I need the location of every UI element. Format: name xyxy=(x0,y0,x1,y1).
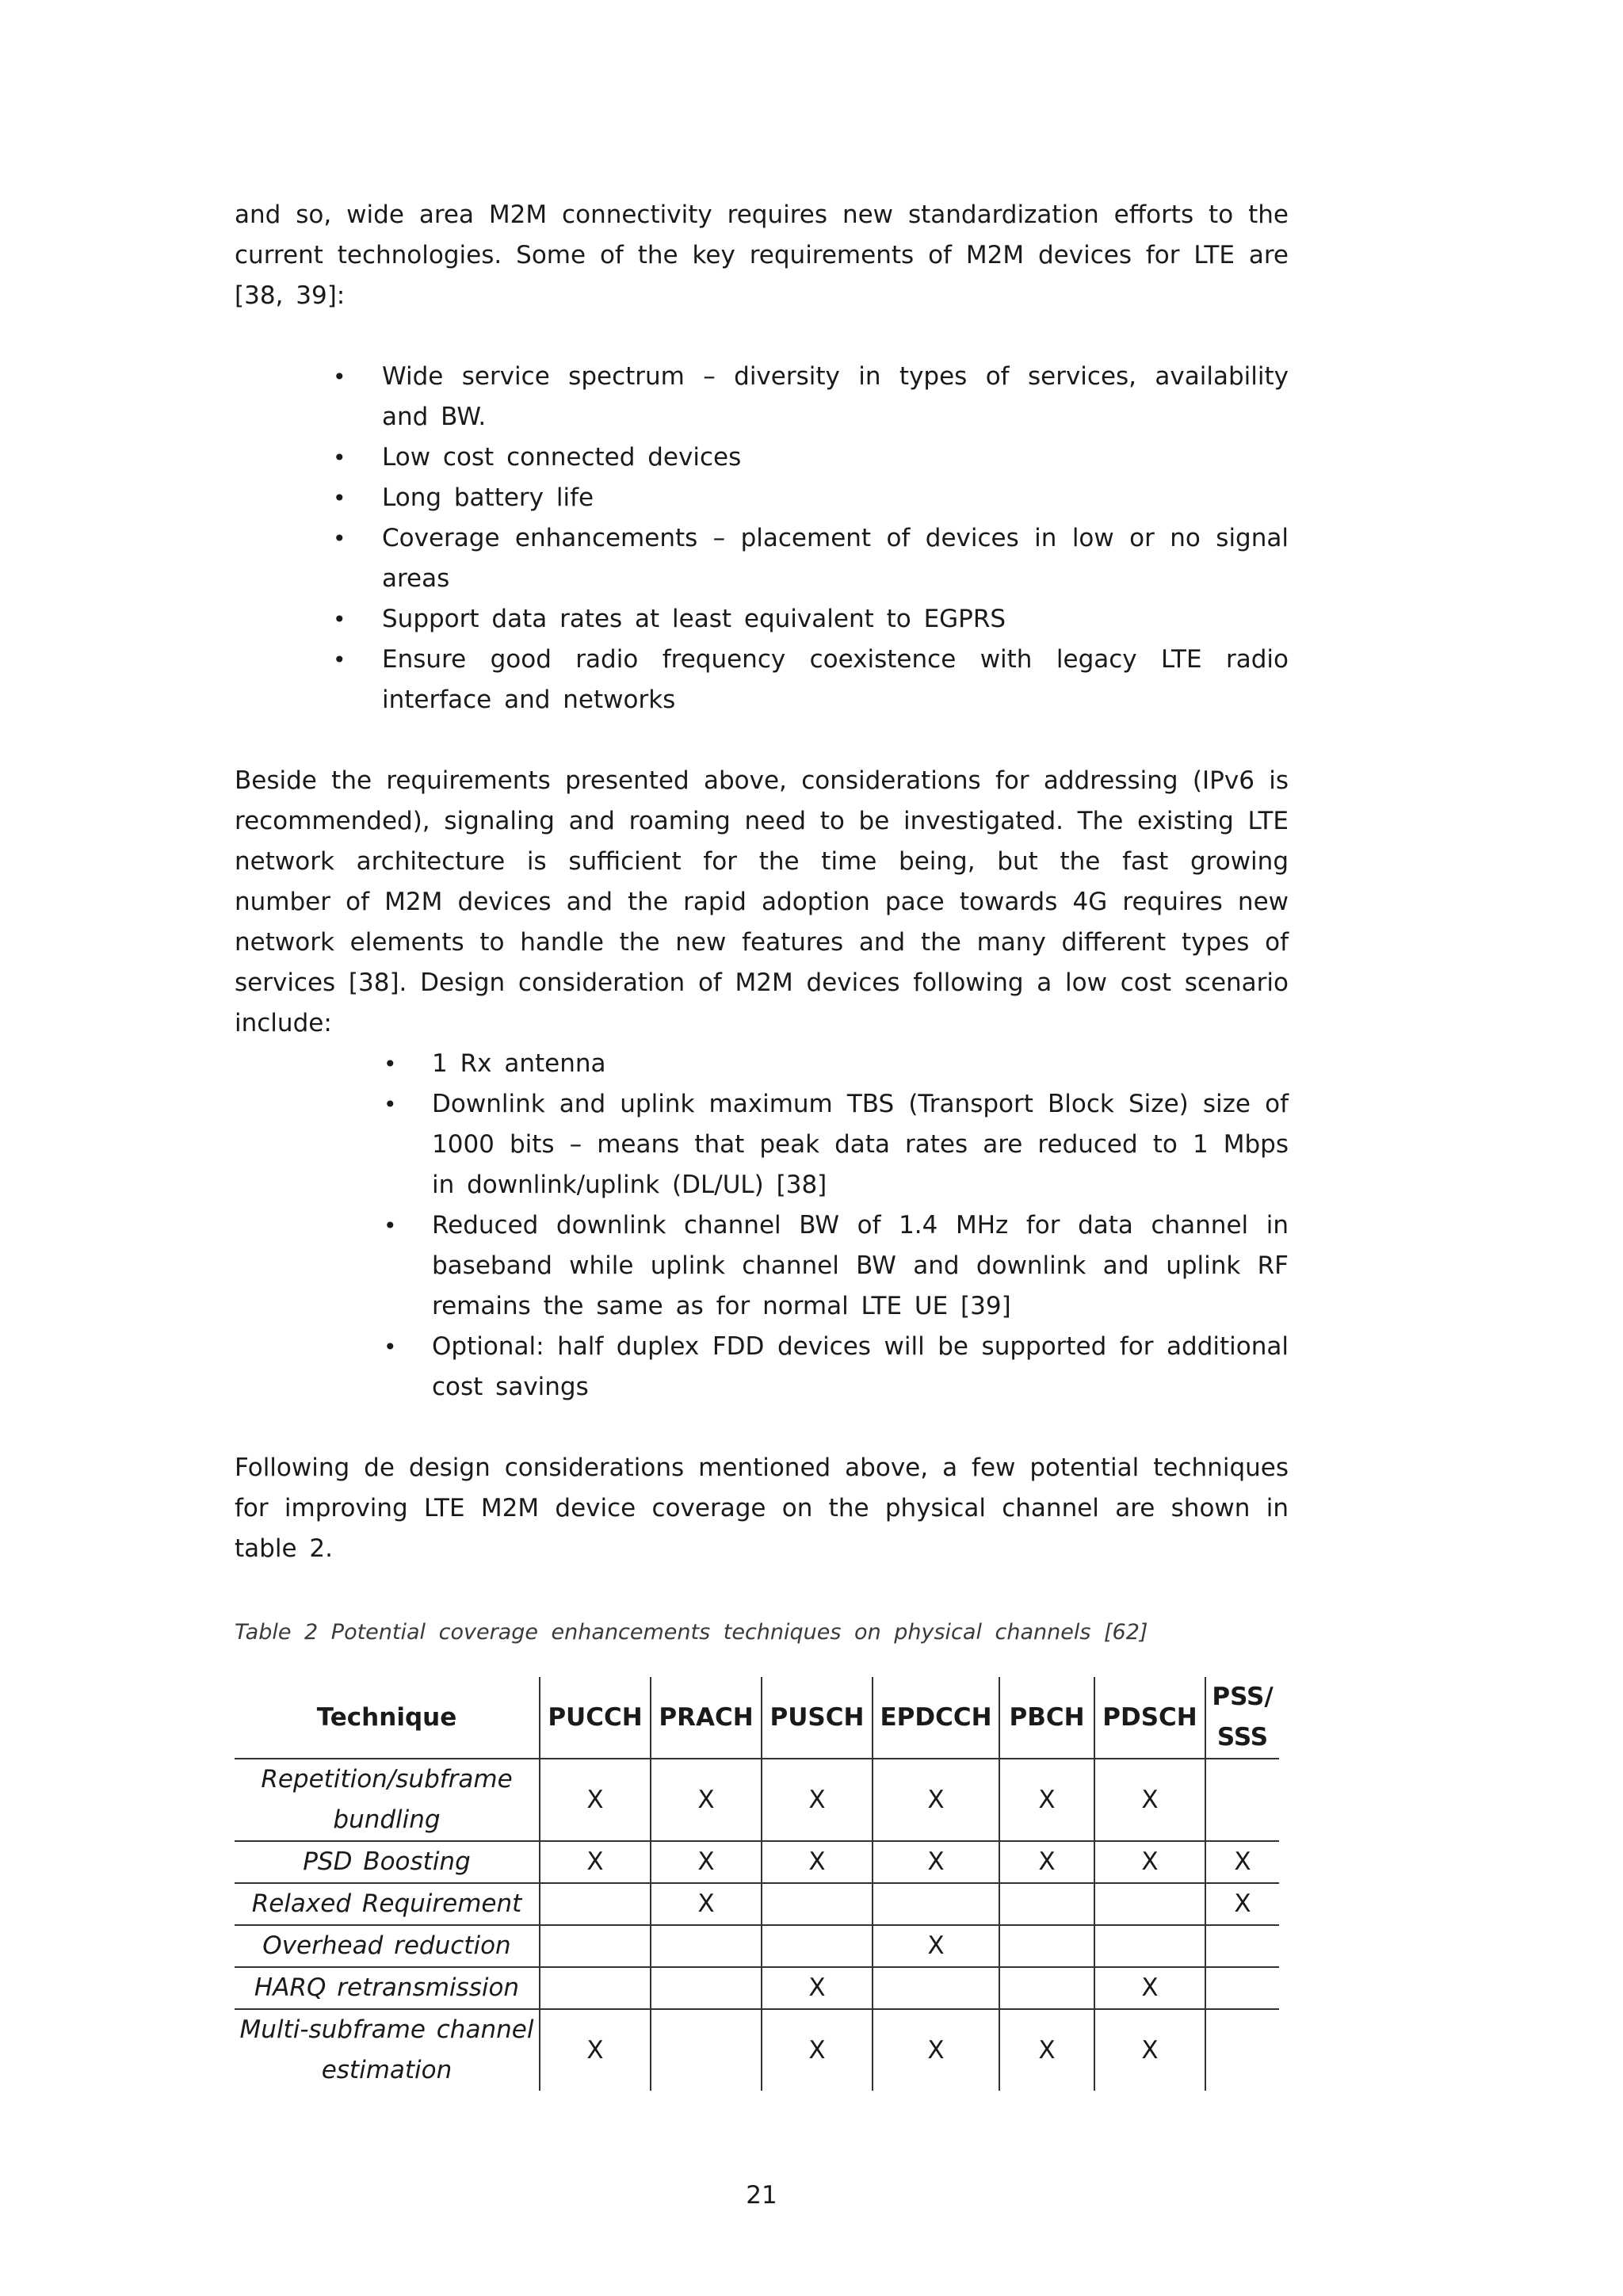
table-cell: X xyxy=(540,1841,651,1883)
table-cell xyxy=(540,1967,651,2009)
table-row xyxy=(235,1841,1279,1883)
list-item-text: Coverage enhancements – placement of devices in low or no signal areas xyxy=(382,524,1289,593)
technique-cell: HARQ retransmission xyxy=(235,1967,540,2009)
requirements-list xyxy=(235,357,1289,720)
bullet-icon: • xyxy=(333,485,346,511)
table-cell xyxy=(1094,1883,1205,1925)
design-paragraph: Beside the requirements presented above, considerations for addressing (IPv6 is recommended), signaling and roaming need to be investigated. The existing LTE network architecture is sufficient for the time being, but the fast growing number of M2M devices and the rapid adoption pace towards 4G requires new network elements to handle the new features and the many different types of services [38]. Design consideration of M2M devices following a low cost scenario include: xyxy=(235,766,1289,1037)
list-item-text: 1 Rx antenna xyxy=(432,1049,606,1078)
table-cell: X xyxy=(651,1883,762,1925)
table-cell: X xyxy=(1094,2009,1205,2091)
column-header: PDSCH xyxy=(1094,1677,1205,1759)
table-cell: X xyxy=(999,1759,1094,1841)
list-item-text: Reduced downlink channel BW of 1.4 MHz for data channel in baseband while uplink channel BW and downlink and uplink RF remains the same as for normal LTE UE [39] xyxy=(432,1211,1289,1320)
bullet-icon: • xyxy=(333,606,346,632)
table-cell: X xyxy=(762,2009,873,2091)
table-cell: X xyxy=(873,1841,999,1883)
table-cell: X xyxy=(762,1841,873,1883)
table-row xyxy=(235,2009,1279,2091)
list-item-text: Wide service spectrum – diversity in types of services, availability and BW. xyxy=(382,362,1289,431)
table-cell: X xyxy=(873,2009,999,2091)
column-header: PUSCH xyxy=(762,1677,873,1759)
table-cell xyxy=(651,2009,762,2091)
bullet-icon: • xyxy=(384,1051,397,1077)
list-item xyxy=(235,599,1289,640)
list-item xyxy=(235,640,1289,720)
table-cell xyxy=(540,1925,651,1967)
table-cell: X xyxy=(1094,1967,1205,2009)
table-cell xyxy=(1205,1967,1279,2009)
bullet-icon: • xyxy=(384,1091,397,1117)
table-cell: X xyxy=(873,1925,999,1967)
page-number: 21 xyxy=(746,2181,777,2210)
technique-cell: Overhead reduction xyxy=(235,1925,540,1967)
column-header: PRACH xyxy=(651,1677,762,1759)
table-cell: X xyxy=(540,1759,651,1841)
table-cell xyxy=(762,1883,873,1925)
list-item-text: Low cost connected devices xyxy=(382,443,742,472)
technique-cell: PSD Boosting xyxy=(235,1841,540,1883)
table-cell: X xyxy=(873,1759,999,1841)
table-cell xyxy=(1205,1925,1279,1967)
table-cell xyxy=(999,1967,1094,2009)
table-cell xyxy=(651,1925,762,1967)
page-content xyxy=(235,195,1289,2091)
table-cell: X xyxy=(651,1759,762,1841)
table-row xyxy=(235,1883,1279,1925)
bullet-icon: • xyxy=(384,1213,397,1239)
table-cell: X xyxy=(999,2009,1094,2091)
table-cell xyxy=(1094,1925,1205,1967)
table-row xyxy=(235,1759,1279,1841)
table-caption: Table 2 Potential coverage enhancements techniques on physical channels [62] xyxy=(235,1620,1148,1645)
list-item xyxy=(235,478,1289,518)
list-item xyxy=(235,1044,1289,1084)
table-cell xyxy=(762,1925,873,1967)
table-cell xyxy=(1205,1759,1279,1841)
table-cell xyxy=(999,1883,1094,1925)
table-cell xyxy=(873,1967,999,2009)
table-cell: X xyxy=(1205,1883,1279,1925)
bullet-icon: • xyxy=(333,647,346,673)
technique-cell: Multi-subframe channel estimation xyxy=(239,2015,534,2084)
list-item xyxy=(235,1327,1289,1408)
bullet-icon: • xyxy=(333,525,346,552)
list-item-text: Downlink and uplink maximum TBS (Transport Block Size) size of 1000 bits – means that peak data rates are reduced to 1 Mbps in downlink/uplink (DL/UL) [38] xyxy=(432,1090,1289,1199)
table-cell xyxy=(999,1925,1094,1967)
table-cell: X xyxy=(540,2009,651,2091)
technique-cell: Repetition/subframe bundling xyxy=(235,1759,540,1841)
coverage-techniques-table xyxy=(235,1677,1279,2091)
intro-paragraph: and so, wide area M2M connectivity requires new standardization efforts to the current technologies. Some of the key requirements of M2M devices for LTE are [38, 39]: xyxy=(235,201,1289,310)
column-header: Technique xyxy=(235,1677,540,1759)
list-item-text: Long battery life xyxy=(382,483,594,512)
bullet-icon: • xyxy=(384,1334,397,1360)
table-cell xyxy=(1205,2009,1279,2091)
table-header-row xyxy=(235,1677,1279,1759)
table-cell: X xyxy=(1205,1841,1279,1883)
table-cell xyxy=(873,1883,999,1925)
table-cell: X xyxy=(1094,1841,1205,1883)
table-row xyxy=(235,1925,1279,1967)
technique-cell: Relaxed Requirement xyxy=(235,1883,540,1925)
table-row xyxy=(235,1967,1279,2009)
list-item-text: Optional: half duplex FDD devices will be supported for additional cost savings xyxy=(432,1332,1289,1401)
column-header: PUCCH xyxy=(540,1677,651,1759)
column-header: PSS/ SSS xyxy=(1205,1677,1279,1759)
list-item-text: Ensure good radio frequency coexistence with legacy LTE radio interface and networks xyxy=(382,645,1289,714)
list-item xyxy=(235,437,1289,478)
list-item xyxy=(235,518,1289,599)
table-cell xyxy=(651,1967,762,2009)
list-item xyxy=(235,1084,1289,1205)
list-item xyxy=(235,357,1289,437)
table-cell: X xyxy=(651,1841,762,1883)
list-item-text: Support data rates at least equivalent to EGPRS xyxy=(382,605,1006,633)
table-cell xyxy=(540,1883,651,1925)
bullet-icon: • xyxy=(333,364,346,390)
bullet-icon: • xyxy=(333,445,346,471)
table-cell: X xyxy=(762,1759,873,1841)
column-header: PBCH xyxy=(999,1677,1094,1759)
list-item xyxy=(235,1205,1289,1327)
column-header: EPDCCH xyxy=(873,1677,999,1759)
table-cell: X xyxy=(762,1967,873,2009)
table-intro-paragraph: Following de design considerations mentioned above, a few potential techniques for improving LTE M2M device coverage on the physical channel are shown in table 2. xyxy=(235,1454,1289,1563)
table-cell: X xyxy=(1094,1759,1205,1841)
table-cell: X xyxy=(999,1841,1094,1883)
design-list xyxy=(235,1044,1289,1408)
